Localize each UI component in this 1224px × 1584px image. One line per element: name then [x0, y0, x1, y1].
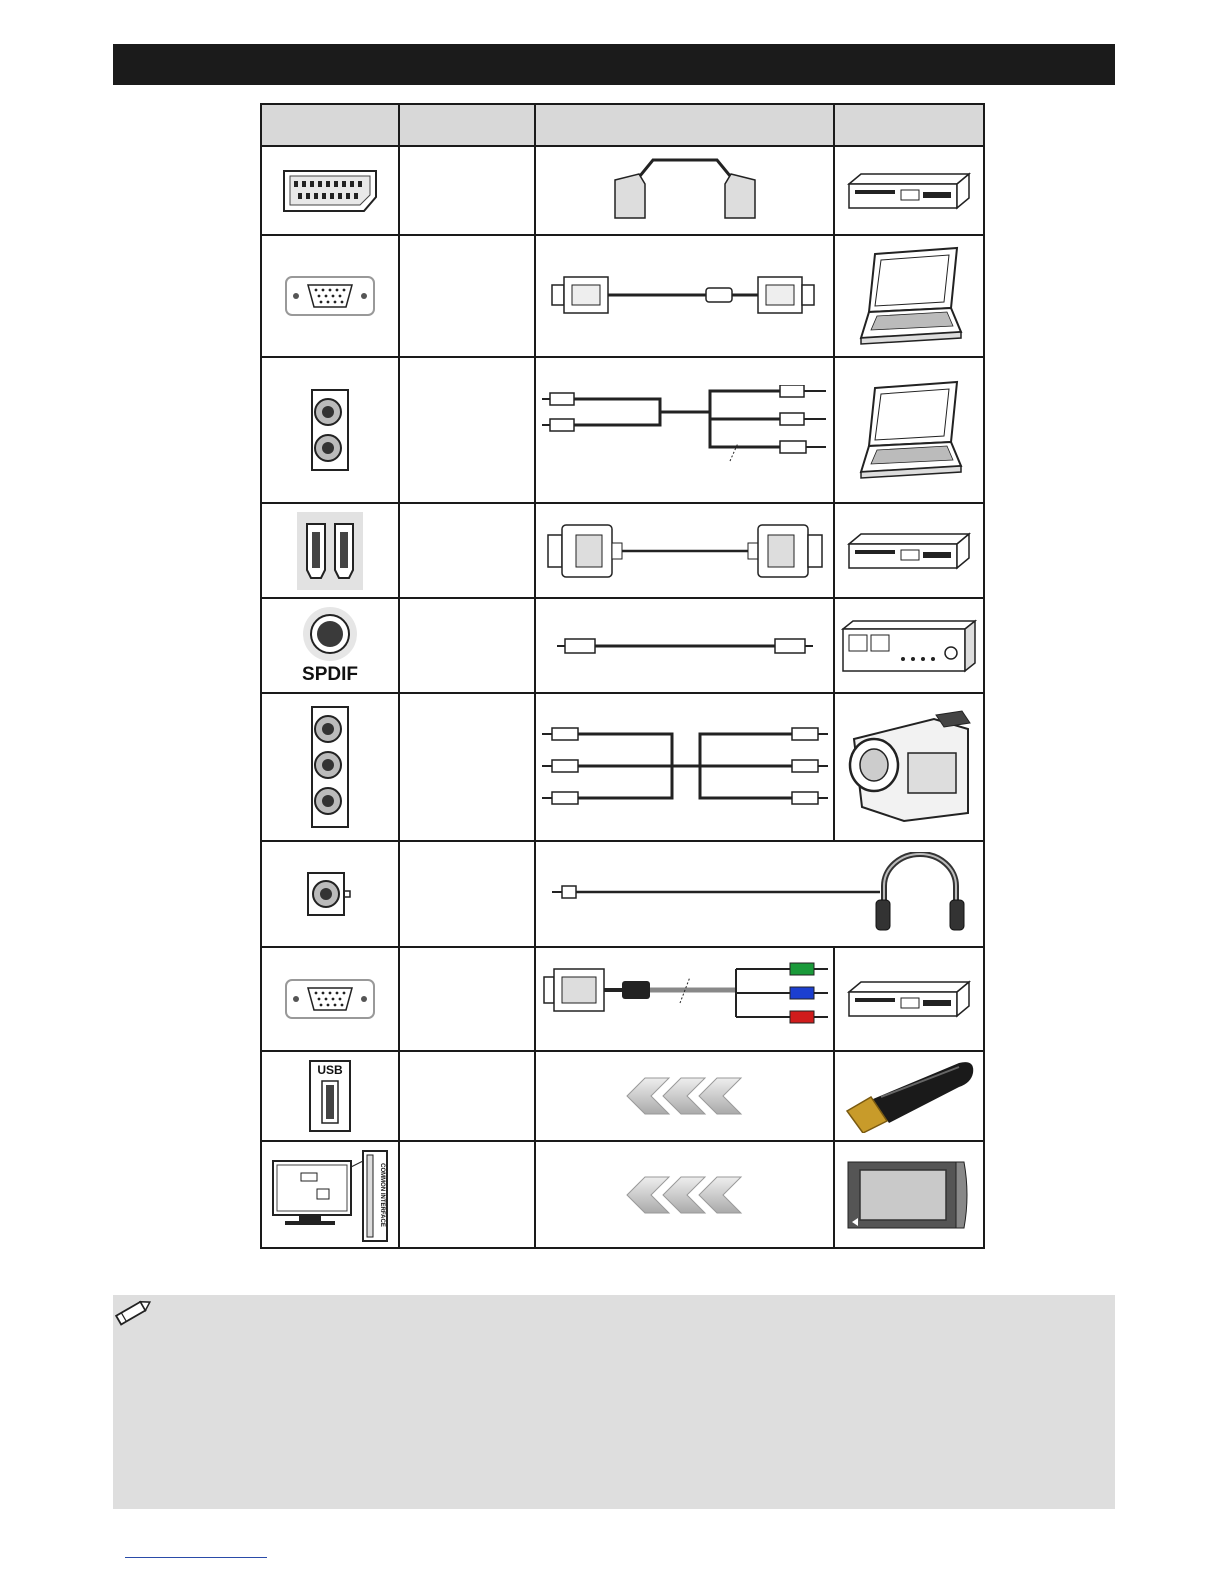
- ci-slot-icon: [271, 1147, 389, 1243]
- pc-audio-cable-icon: [540, 385, 830, 475]
- footer-link-line: [125, 1557, 267, 1558]
- type-cell: [399, 1141, 535, 1248]
- cable-cell: [535, 146, 834, 235]
- device-cell: [834, 357, 984, 503]
- headphones-icon: [876, 854, 964, 930]
- cable-cell: [535, 357, 834, 503]
- type-cell: [399, 503, 535, 598]
- ypbpr-cable-icon: [540, 959, 830, 1039]
- cable-cell: [535, 1051, 834, 1141]
- dvd-player-icon: [847, 170, 971, 212]
- device-cell: [834, 947, 984, 1051]
- device-cell: [834, 146, 984, 235]
- ypbpr-port-icon: [284, 978, 376, 1020]
- coaxial-cable-icon: [555, 634, 815, 658]
- camcorder-icon: [844, 709, 974, 825]
- port-cell: [261, 503, 399, 598]
- headphone-port-icon: [304, 871, 356, 917]
- device-cell: [834, 503, 984, 598]
- table-row: [261, 357, 984, 503]
- port-cell: [261, 146, 399, 235]
- port-cell: [261, 693, 399, 841]
- device-cell: [834, 235, 984, 357]
- type-cell: [399, 235, 535, 357]
- device-cell: [834, 598, 984, 693]
- cable-cell: [535, 841, 984, 947]
- type-cell: [399, 1051, 535, 1141]
- type-cell: [399, 598, 535, 693]
- usb-port-icon: [308, 1059, 352, 1133]
- laptop-icon: [853, 380, 965, 480]
- cable-cell: [535, 947, 834, 1051]
- side-av-port-icon: [308, 705, 352, 829]
- ci-label: COMMON INTERFACE: [379, 1162, 385, 1227]
- vga-cable-icon: [550, 271, 820, 321]
- side-audio-port-icon: [308, 388, 352, 472]
- header-connector: [261, 104, 399, 146]
- header-device: [834, 104, 984, 146]
- type-cell: [399, 357, 535, 503]
- dvd-player-icon: [847, 530, 971, 572]
- hdmi-port-icon: [297, 512, 363, 590]
- table-row: [261, 1051, 984, 1141]
- type-cell: [399, 693, 535, 841]
- headphone-cable-icon: [550, 852, 970, 936]
- device-cell: [834, 1051, 984, 1141]
- insert-arrow-icon: [625, 1175, 745, 1215]
- type-cell: [399, 146, 535, 235]
- connections-table: [260, 103, 985, 1249]
- vga-port-icon: [284, 275, 376, 317]
- port-cell: [261, 841, 399, 947]
- spdif-label: SPDIF: [302, 663, 358, 685]
- av-cable-icon: [540, 722, 830, 812]
- table-row: [261, 1141, 984, 1248]
- table-row: [261, 598, 984, 693]
- table-row: [261, 503, 984, 598]
- device-cell: [834, 693, 984, 841]
- scart-cable-icon: [605, 156, 765, 226]
- cable-cell: [535, 693, 834, 841]
- table-row: [261, 146, 984, 235]
- port-cell: [261, 1141, 399, 1248]
- scart-port-icon: [280, 167, 380, 215]
- laptop-icon: [853, 246, 965, 346]
- port-cell: [261, 947, 399, 1051]
- cable-cell: [535, 598, 834, 693]
- spdif-port-icon: [302, 606, 358, 662]
- usb-label: USB: [317, 1063, 343, 1077]
- cable-cell: [535, 235, 834, 357]
- cable-cell: [535, 1141, 834, 1248]
- port-cell: [261, 598, 399, 693]
- dvd-player-icon: [847, 978, 971, 1020]
- port-cell: [261, 357, 399, 503]
- device-cell: [834, 1141, 984, 1248]
- insert-arrow-icon: [625, 1076, 745, 1116]
- port-cell: [261, 235, 399, 357]
- table-row: [261, 235, 984, 357]
- header-cables: [535, 104, 834, 146]
- table-row: [261, 841, 984, 947]
- note-box: [113, 1295, 1115, 1509]
- type-cell: [399, 841, 535, 947]
- type-cell: [399, 947, 535, 1051]
- hdmi-cable-icon: [546, 521, 824, 581]
- table-row: [261, 693, 984, 841]
- pencil-note-icon: [113, 1295, 153, 1331]
- section-header-bar: [113, 44, 1115, 85]
- table-row: [261, 947, 984, 1051]
- amplifier-icon: [841, 619, 977, 673]
- cam-module-icon: [846, 1160, 972, 1230]
- cable-cell: [535, 503, 834, 598]
- usb-stick-icon: [841, 1059, 977, 1133]
- port-cell: [261, 1051, 399, 1141]
- table-header-row: [261, 104, 984, 146]
- header-type: [399, 104, 535, 146]
